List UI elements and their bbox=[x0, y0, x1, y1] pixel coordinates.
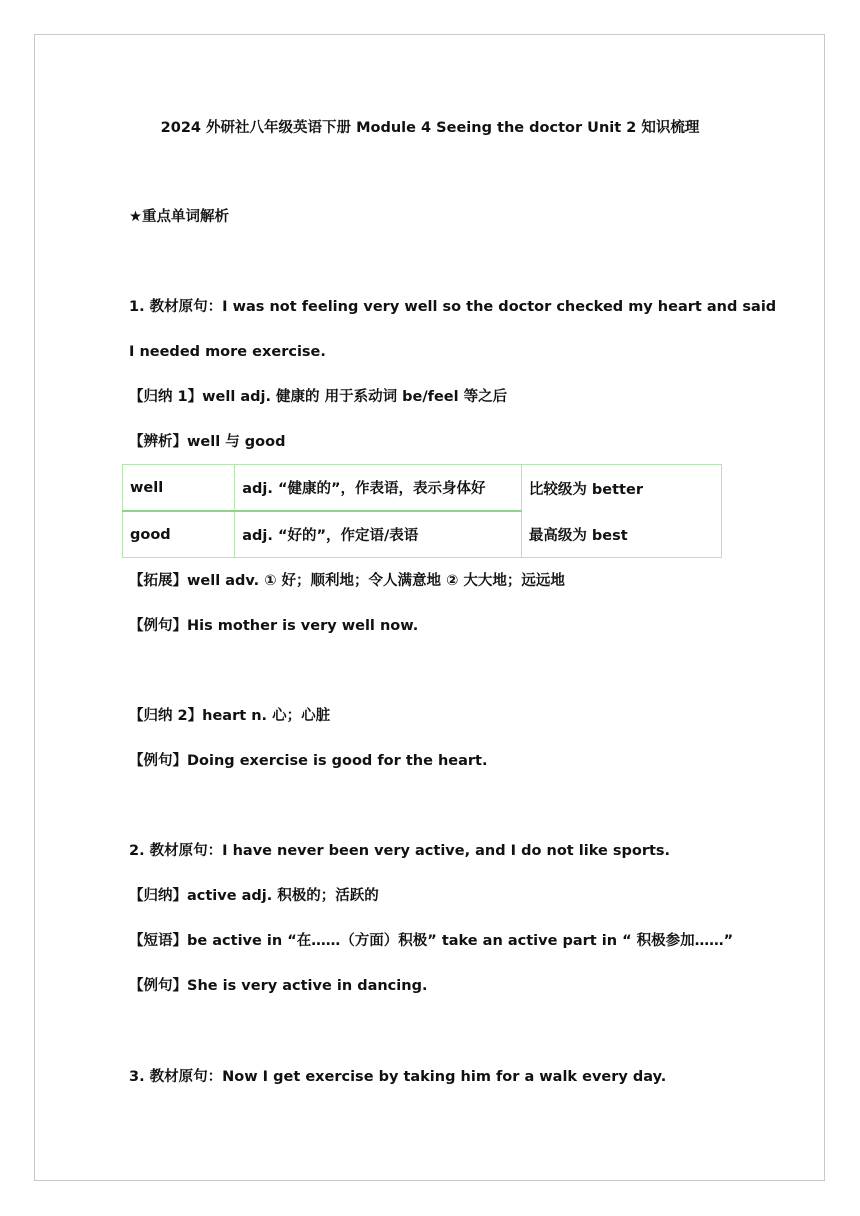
item1-summary2: 【归纳 2】heart n. 心；心脏 bbox=[129, 708, 331, 724]
item2-example: 【例句】She is very active in dancing. bbox=[129, 978, 428, 994]
item1-distinguish: 【辨析】well 与 good bbox=[129, 434, 286, 450]
item2-phrase: 【短语】be active in “在……（方面）积极” take an active part in “ 积极参加……” bbox=[129, 933, 734, 949]
comparison-table bbox=[122, 464, 722, 558]
table-cell-word: well bbox=[123, 465, 235, 512]
table-cell-degrees bbox=[521, 465, 721, 558]
item2-summary: 【归纳】active adj. 积极的；活跃的 bbox=[129, 888, 379, 904]
item2-source: 2. 教材原句：I have never been very active, and I do not like sports. bbox=[129, 843, 671, 859]
section-heading: ★重点单词解析 bbox=[129, 209, 229, 225]
item1-source-line2: I needed more exercise. bbox=[129, 344, 326, 360]
item1-source-line1: 1. 教材原句：I was not feeling very well so the doctor checked my heart and said bbox=[129, 299, 777, 315]
item1-expand: 【拓展】well adv. ① 好；顺利地；令人满意地 ② 大大地；远远地 bbox=[129, 573, 565, 589]
table-cell-meaning: adj. “健康的”，作表语，表示身体好 bbox=[235, 465, 522, 512]
table-cell-word: good bbox=[123, 511, 235, 558]
item1-example1: 【例句】His mother is very well now. bbox=[129, 618, 419, 634]
item3-source: 3. 教材原句：Now I get exercise by taking him for a walk every day. bbox=[129, 1069, 667, 1085]
table-cell-meaning: adj. “好的”，作定语/表语 bbox=[235, 511, 522, 558]
superlative-text: 最高级为 best bbox=[528, 527, 628, 544]
table-row bbox=[123, 465, 722, 512]
item1-summary1: 【归纳 1】well adj. 健康的 用于系动词 be/feel 等之后 bbox=[129, 389, 508, 405]
comparative-text: 比较级为 better bbox=[528, 481, 643, 498]
item1-example2: 【例句】Doing exercise is good for the heart. bbox=[129, 753, 488, 769]
document-title: 2024 外研社八年级英语下册 Module 4 Seeing the doctor Unit 2 知识梳理 bbox=[160, 120, 700, 136]
